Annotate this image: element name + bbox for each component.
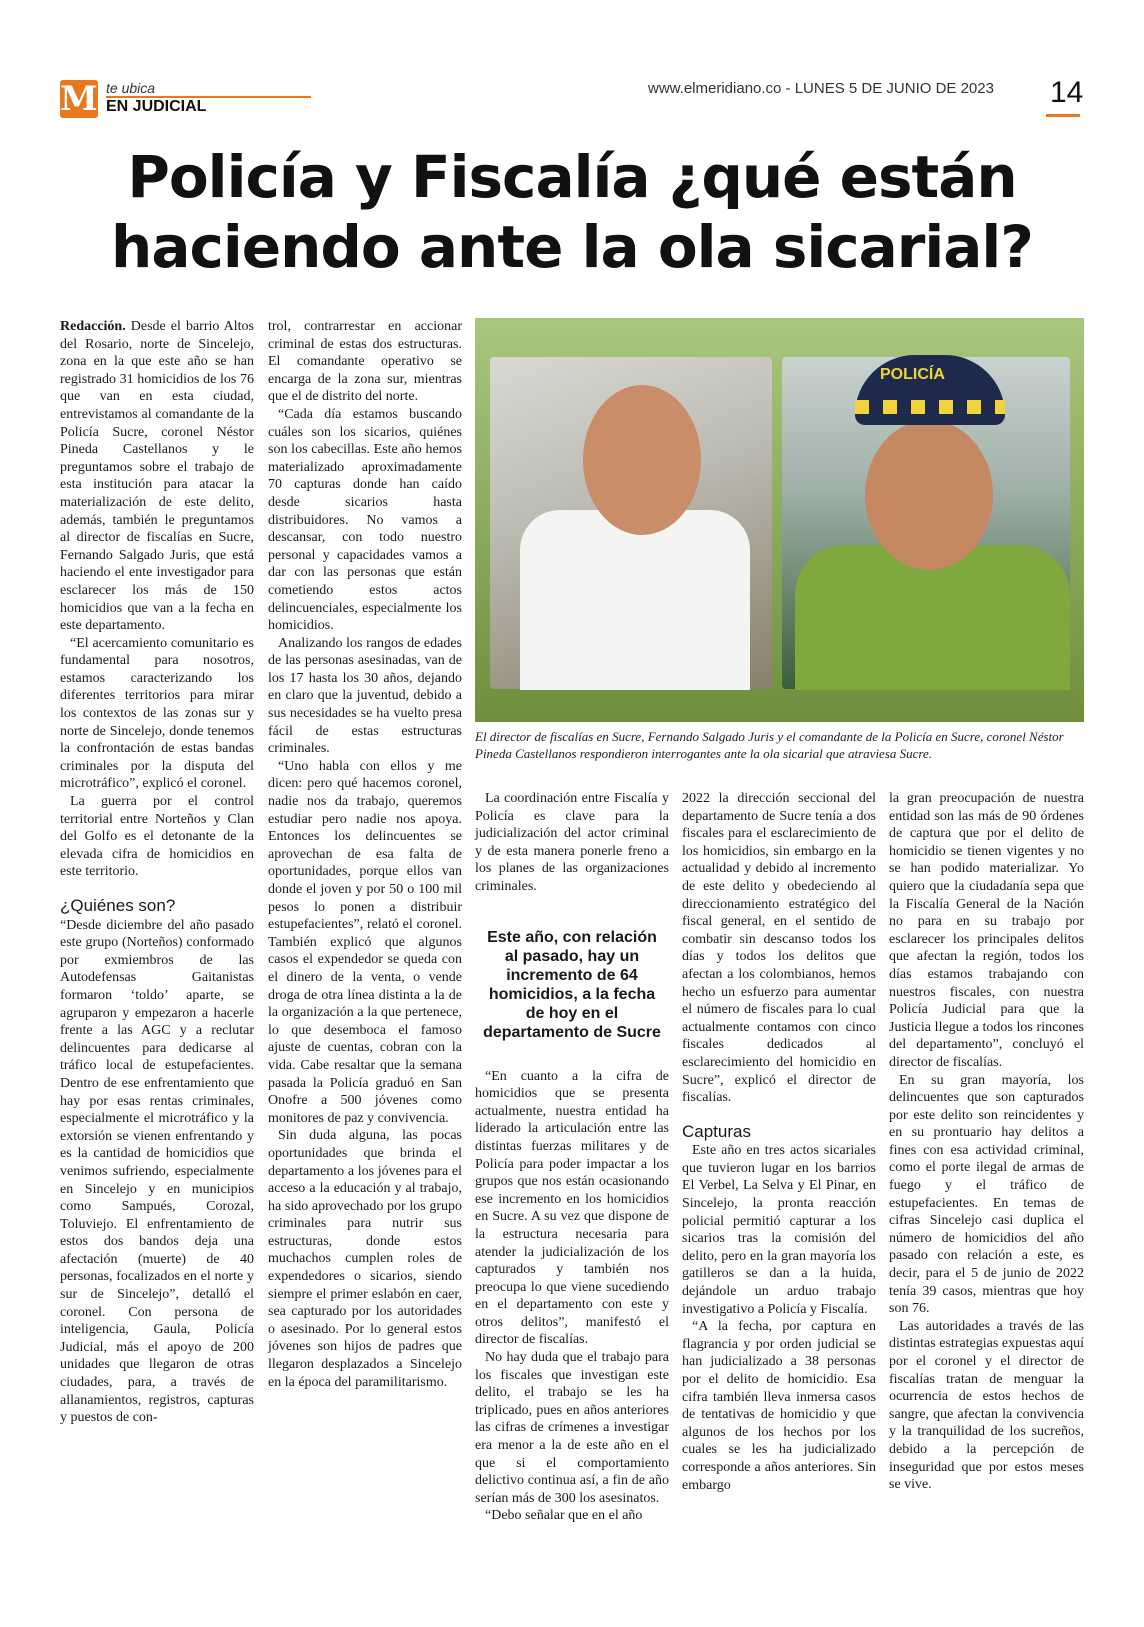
- page-number: 14: [1050, 76, 1084, 109]
- byline: Redacción.: [60, 319, 126, 334]
- paragraph: 2022 la dirección seccional del departamento de Sucre tenía a dos fiscales para el esclarecimiento de los homicidios, sin embargo en la actualidad y debido al incremento de este delito y obedeciendo al direccionamiento estratégico del fiscal general, en el sentido de combatir sin descanso todos los días y todos los delitos que afectan a los colombianos, hemos hecho un esfuerzo para aumentar el número de fiscales para lo cual actualmente contamos con cinco fiscales dedicados al esclarecimiento del homicidio en Sucre”, explicó el director de fiscalías.: [682, 791, 876, 1106]
- paragraph: “Uno habla con ellos y me dicen: pero qué hacemos coronel, nadie nos da trabajo, queremos estudiar pero nadie nos apoya. Entonces los delincuentes se aprovechan de esa falta de oportunidades, porque ellos van donde el joven y por 50 o 100 mil pesos lo ponen a distribuir estupefacientes”, relató el coronel. También explicó que algunos casos el expendedor se queda con el dinero de la venta, o vende droga de otra línea distinta a la de la organización a la que pertenece, lo que desemboca el famoso ajuste de cuentas, cobran con la vida. Cabe resaltar que la semana pasada la Policía graduó en San Onofre a 500 jóvenes como monitores de paz y convivencia.: [268, 758, 462, 1126]
- dateline: www.elmeridiano.co - LUNES 5 DE JUNIO DE 2023: [648, 80, 994, 97]
- photo-cap-band: [855, 400, 1005, 414]
- photo-face-shape: [865, 420, 993, 570]
- article-column-5: [889, 790, 1084, 1494]
- photo-caption: El director de fiscalías en Sucre, Fernando Salgado Juris y el comandante de la Policía en Sucre, coronel Néstor Pineda Castellanos respondieron interrogantes ante la ola sicarial que atraviesa Sucre.: [475, 729, 1064, 761]
- paragraph: “En cuanto a la cifra de homicidios que se presenta actualmente, nuestra entidad ha liderado la articulación entre las distintas fuerzas militares y de Policía para poder impactar a los grupos que nos están ocasionando ese incremento en los homicidios en Sucre. A su vez que dispone de la estructura necesaria para atender la judicialización de los capturados y también nos preocupa lo que viene sucediendo en el departamento con este y otros delitos”, manifestó el director de fiscalías.: [475, 1068, 669, 1348]
- paragraph: Este año en tres actos sicariales que tuvieron lugar en los barrios El Verbel, La Selva y El Pinar, en Sincelejo, la pronta reacción policial permitió capturar a los sicarios tras la comisión del delito, pero en la gran mayoría los gatilleros se dan a la huida, dejándole un arduo trabajo investigativo a Policía y Fiscalía.: [682, 1143, 876, 1317]
- paragraph: “El acercamiento comunitario es fundamental para nosotros, estamos caracterizando los diferentes territorios para mirar los contextos de las zonas sur y norte de Sincelejo, donde tenemos la confrontación de estas bandas criminales por la disputa del microtráfico”, explicó el coronel.: [60, 635, 254, 792]
- paragraph: la gran preocupación de nuestra entidad son las más de 90 órdenes de captura que por el delito de homicidio se tienen vigentes y no se han podido materializar. Yo quiero que la ciudadanía sepa que la Fiscalía General de la Nación no para en su trabajo por esclarecer los principales delitos que afectan la región, todos los días estamos trabajando con nuestros fiscales, con nuestra Policía Judicial para que la Justicia llegue a todos los rincones del departamento”, concluyó el director de fiscalías.: [889, 791, 1084, 1070]
- paragraph: La coordinación entre Fiscalía y Policía es clave para la judicialización del actor criminal y de esta manera ponerle freno a los planes de las organizaciones criminales.: [475, 791, 669, 894]
- page-number-underline: [1046, 114, 1080, 117]
- section-kicker: te ubica: [106, 80, 156, 96]
- photo-face-shape: [583, 385, 701, 535]
- paragraph: trol, contrarrestar en accionar criminal de estas dos estructuras. El comandante operativo se encarga de la zona sur, mientras que el de distrito del norte.: [268, 319, 462, 405]
- pull-quote: Este año, con relación al pasado, hay un incremento de 64 homicidios, a la fecha de hoy en el departamento de Sucre: [483, 928, 661, 1041]
- paragraph: Sin duda alguna, las pocas oportunidades que brinda el departamento a los jóvenes para el acceso a la educación y al trabajo, ha sido aprovechado por los grupo criminales para nutrir sus estructuras, donde estos muchachos cumplen roles de expendedores o sicarios, siendo siempre el primer eslabón en caer, sea capturado por los autoridades o asesinado. Por lo general estos jóvenes son hijos de padres que llegaron desplazados a Sincelejo en la época del paramilitarismo.: [268, 1128, 462, 1390]
- paragraph: [60, 318, 254, 635]
- article-column-2: [268, 318, 462, 1391]
- photo-shirt-shape: [520, 510, 750, 690]
- subheading: Capturas: [682, 1121, 751, 1141]
- newspaper-logo: M: [60, 79, 98, 119]
- section-name: EN JUDICIAL: [106, 98, 207, 115]
- paragraph: “Debo señalar que en el año: [485, 1508, 643, 1524]
- article-column-4: [682, 790, 876, 1494]
- article-column-3: [475, 790, 669, 1525]
- paragraph: No hay duda que el trabajo para los fiscales que investigan este delito, el trabajo se les ha triplicado, pues en años anteriores las cifras de crímenes a investigar era menor a la de este año en el que si el comportamiento delictivo continua así, a fin de año serían más de 300 los asesinatos.: [475, 1350, 669, 1506]
- paragraph-text: Desde el barrio Altos del Rosario, norte de Sincelejo, zona en la que este año se han registrado 31 homicidios de los 76 que van en esta ciudad, entrevistamos al comandante de la Policía Sucre, coronel Néstor Pineda Castellanos y le preguntamos sobre el trabajo de esta institución para atacar la materialización de este delito, además, también le preguntamos al director de fiscalías en Sucre, Fernando Salgado Juris, que está haciendo el ente investigador para esclarecer los más de 150 homicidios que van a la fecha en este departamento.: [60, 319, 254, 634]
- subheading: ¿Quiénes son?: [60, 896, 176, 915]
- paragraph: “A la fecha, por captura en flagrancia y por orden judicial se han judicializado a 38 personas por el delito de homicidio. Esa cifra también lleva inmersa casos de tentativas de homicidio y que algunos de los hechos por los cuales se les ha judicializado corresponde a años anteriores. Sin embargo: [682, 1319, 876, 1493]
- paragraph: “Desde diciembre del año pasado este grupo (Norteños) conformado por exmiembros de las Autodefensas Gaitanistas formaron ‘toldo’ aparte, se agruparon y empezaron a hacerle frente a las AGC y a reclutar delincuentes para dedicarse al tráfico local de estupefacientes. Dentro de ese enfrentamiento que hay por esas rentas criminales, especialmente el microtráfico y la extorsión se vienen enfrentando y es la cantidad de homicidios que venimos sufriendo, especialmente en Sincelejo y en municipios como Sampués, Corozal, Toluviejo. El enfrentamiento de estos dos bandos deja una afectación (muerte) de 40 personas, focalizados en el norte y sur de Sincelejo”, detalló el coronel. Con persona de inteligencia, Gaula, Policía Judicial, más el apoyo de 200 unidades que llegaron de otras ciudades, para, a través de allanamientos, registros, capturas y puestos de con-: [60, 917, 254, 1426]
- paragraph: La guerra por el control territorial entre Norteños y Clan del Golfo es el detonante de la elevada cifra de homicidios en este territorio.: [60, 794, 254, 880]
- paragraph: Las autoridades a través de las distintas estrategias expuestas aquí por el coronel y el director de fiscalías tratan de menguar la ocurrencia de estos hechos de sangre, que afectan la convivencia y la tranquilidad de los sucreños, debido a la percepción de inseguridad que por estos meses se vive.: [889, 1318, 1084, 1493]
- photo-cap-text: POLICÍA: [880, 366, 945, 383]
- paragraph: En su gran mayoría, los delincuentes que son capturados por este delito son reincidentes y en su prontuario hay delitos a fines con esa actividad criminal, como el porte ilegal de armas de fuego y el tráfico de estupefacientes. En temas de cifras Sincelejo casi duplica el número de homicidios del año pasado con relación a este, es decir, para el 5 de junio de 2022 tenía 39 casos, mientras que hoy son 76.: [889, 1072, 1084, 1317]
- headline: Policía y Fiscalía ¿qué están haciendo ante la ola sicarial?: [111, 143, 1033, 281]
- article-column-1: [60, 318, 254, 1427]
- paragraph: Analizando los rangos de edades de las personas asesinadas, van de los 17 hasta los 30 años, dejando en claro que la juventud, debido a sus necesidades se ha vuelto presa fácil de estas estructuras criminales.: [268, 635, 462, 757]
- paragraph: “Cada día estamos buscando cuáles son los sicarios, quiénes son los cabecillas. Este año hemos materializado aproximadamente 70 capturas donde han caído desde sicarios hasta distribuidores. No vamos a descansar, con todo nuestro personal y capacidades vamos a dar con las personas que están cometiendo estos actos delincuenciales, especialmente los homicidios.: [268, 406, 462, 634]
